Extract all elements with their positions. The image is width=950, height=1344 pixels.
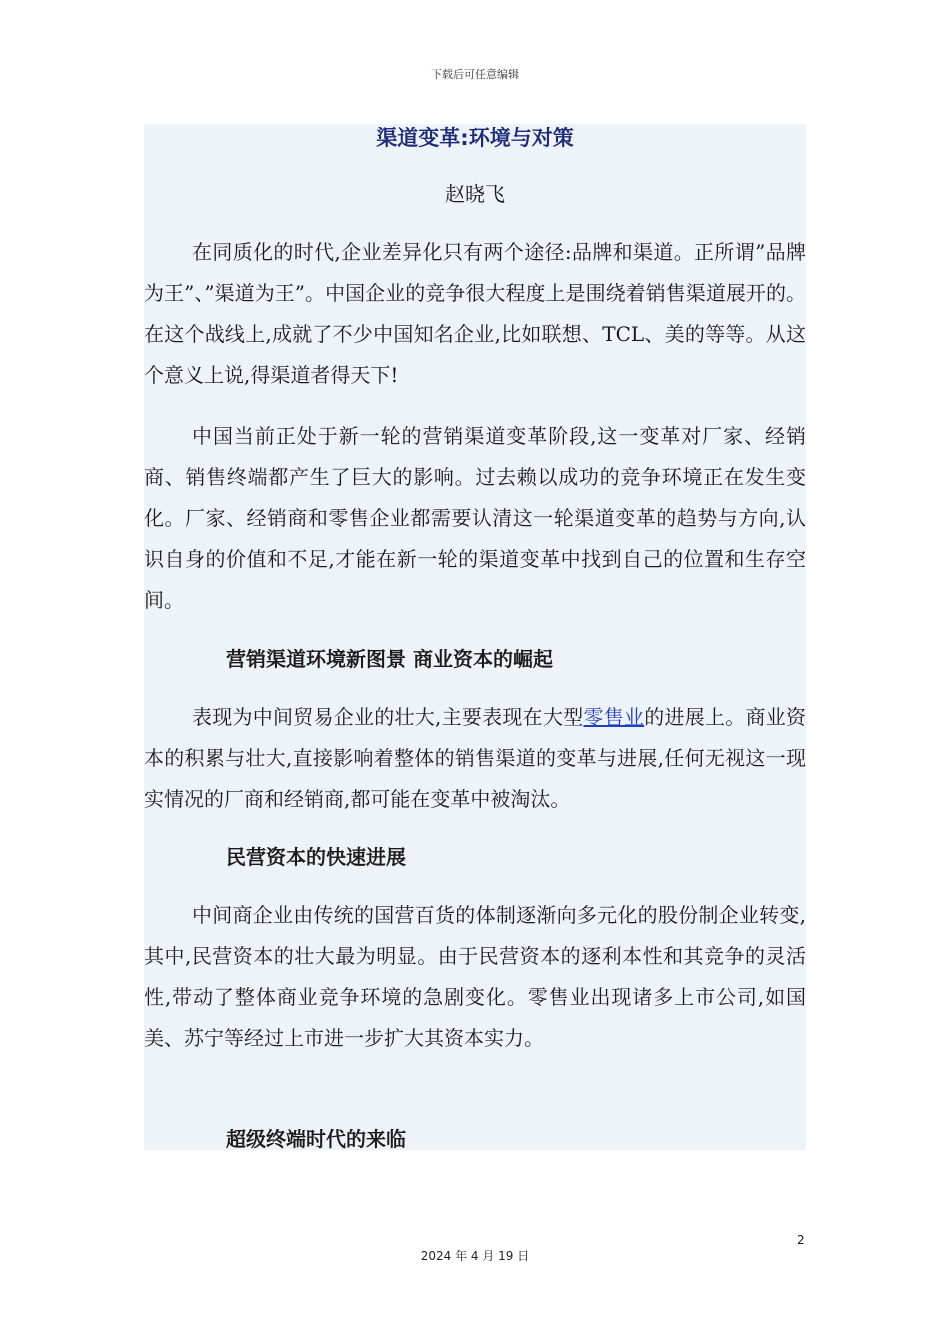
paragraph-intro: 在同质化的时代,企业差异化只有两个途径:品牌和渠道。正所谓”品牌为王”、”渠道为王”。中国企业的竞争很大程度上是围绕着销售渠道展开的。在这个战线上,成就了不少中国知名企业,比如联想、TCL、美的等等。从这个意义上说,得渠道者得天下! bbox=[144, 240, 806, 387]
document-author: 赵晓飞 bbox=[445, 182, 505, 206]
paragraph-commercial-capital bbox=[144, 697, 806, 820]
document-title: 渠道变革:环境与对策 bbox=[376, 126, 574, 150]
paragraph-channel-reform: 中国当前正处于新一轮的营销渠道变革阶段,这一变革对厂家、经销商、销售终端都产生了巨大的影响。过去赖以成功的竞争环境正在发生变化。厂家、经销商和零售企业都需要认清这一轮渠道变革的趋势与方向,认识自身的价值和不足,才能在新一轮的渠道变革中找到自己的位置和生存空间。 bbox=[144, 424, 806, 612]
retail-link[interactable]: 零售业 bbox=[583, 705, 645, 729]
page-number: 2 bbox=[797, 1233, 805, 1247]
section-heading-private-capital: 民营资本的快速进展 bbox=[226, 845, 406, 869]
section-heading-super-terminal: 超级终端时代的来临 bbox=[226, 1127, 406, 1151]
section-heading-commercial-capital: 营销渠道环境新图景 商业资本的崛起 bbox=[226, 647, 553, 671]
page-header-note: 下载后可任意编辑 bbox=[431, 68, 519, 81]
paragraph-private-capital: 中间商企业由传统的国营百货的体制逐渐向多元化的股份制企业转变,其中,民营资本的壮大最为明显。由于民营资本的逐利本性和其竞争的灵活性,带动了整体商业竞争环境的急剧变化。零售业出现诸多上市公司,如国美、苏宁等经过上市进一步扩大其资本实力。 bbox=[144, 903, 806, 1050]
paragraph-text-end: 的进展上。商业资本的积累与壮大,直接影响着整体的销售渠道的变革与进展,任何无视这一现实情况的厂商和经销商,都可能在变革中被淘汰。 bbox=[144, 705, 807, 811]
page-footer-date: 2024 年 4 月 19 日 bbox=[420, 1249, 530, 1263]
paragraph-text-start: 表现为中间贸易企业的壮大,主要表现在大型 bbox=[192, 705, 584, 729]
